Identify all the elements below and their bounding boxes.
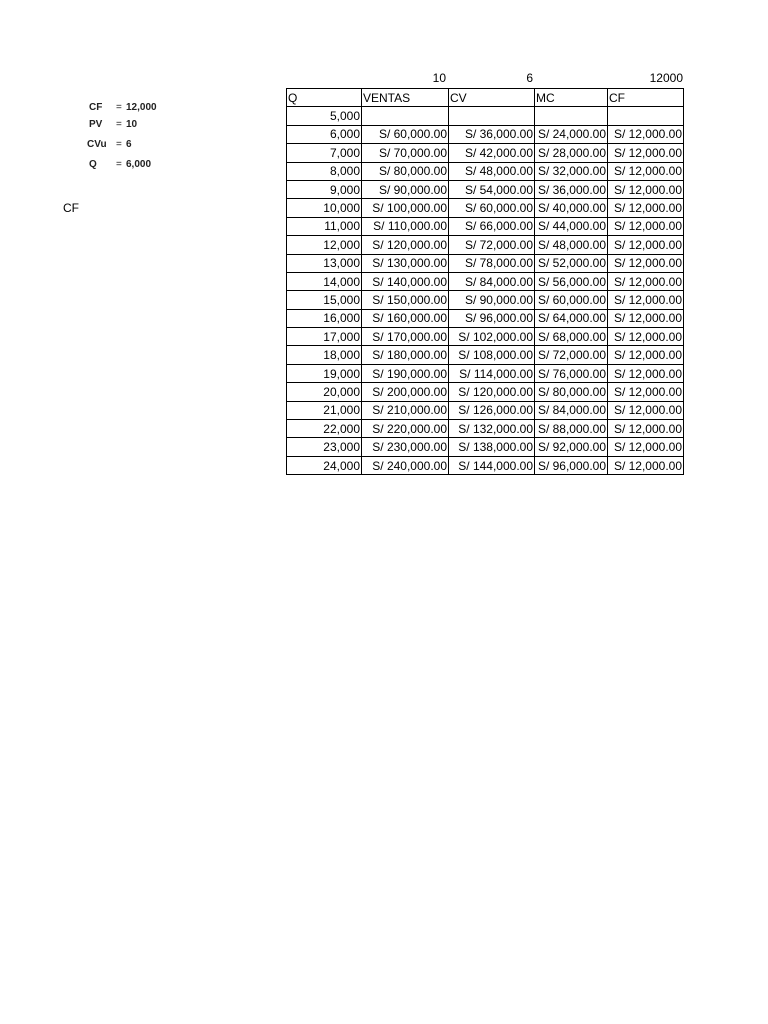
cell-amount: S/ 32,000.00 [535, 162, 608, 180]
cell-amount: S/ 56,000.00 [535, 272, 608, 290]
cell-amount: S/ 12,000.00 [608, 236, 684, 254]
table-row [287, 272, 684, 290]
cell-quantity: 20,000 [287, 383, 362, 401]
cell-amount: S/ 12,000.00 [608, 420, 684, 438]
table-row [287, 217, 684, 235]
param-value: 6 [126, 139, 132, 150]
cell-amount: S/ 40,000.00 [535, 199, 608, 217]
table-row [287, 162, 684, 180]
cell-amount: S/ 12,000.00 [608, 328, 684, 346]
param-value: 6,000 [126, 159, 152, 170]
column-header-cv: CV [449, 89, 535, 107]
cell-quantity: 8,000 [287, 162, 362, 180]
cell-amount: S/ 52,000.00 [535, 254, 608, 272]
cell-amount: S/ 42,000.00 [449, 144, 535, 162]
cell-quantity: 7,000 [287, 144, 362, 162]
param-value: 10 [126, 119, 138, 130]
cell-amount: S/ 120,000.00 [362, 236, 449, 254]
param-equals: = [116, 102, 122, 113]
cell-amount: S/ 12,000.00 [608, 162, 684, 180]
cell-amount: S/ 12,000.00 [608, 401, 684, 419]
table-row [287, 383, 684, 401]
table-row [287, 199, 684, 217]
cell-amount: S/ 12,000.00 [608, 309, 684, 327]
cell-amount: S/ 76,000.00 [535, 364, 608, 382]
cell-amount: S/ 48,000.00 [449, 162, 535, 180]
cell-amount: S/ 44,000.00 [535, 217, 608, 235]
cell-amount: S/ 70,000.00 [362, 144, 449, 162]
cell-amount [535, 107, 608, 125]
cell-amount: S/ 12,000.00 [608, 364, 684, 382]
cell-amount: S/ 114,000.00 [449, 364, 535, 382]
cell-amount: S/ 210,000.00 [362, 401, 449, 419]
cell-amount: S/ 12,000.00 [608, 291, 684, 309]
cell-amount: S/ 120,000.00 [449, 383, 535, 401]
cell-amount: S/ 12,000.00 [608, 456, 684, 474]
cell-amount [362, 107, 449, 125]
cell-quantity: 10,000 [287, 199, 362, 217]
cell-amount: S/ 60,000.00 [535, 291, 608, 309]
table-row [287, 346, 684, 364]
header-pv-value: 10 [432, 71, 446, 85]
cell-amount: S/ 12,000.00 [608, 383, 684, 401]
table-row [287, 438, 684, 456]
param-equals: = [116, 139, 122, 150]
column-header-ventas: VENTAS [362, 89, 449, 107]
cell-amount: S/ 68,000.00 [535, 328, 608, 346]
table-header-row [287, 89, 684, 107]
cell-amount: S/ 220,000.00 [362, 420, 449, 438]
cell-amount: S/ 24,000.00 [535, 125, 608, 143]
table-row [287, 180, 684, 198]
cell-amount: S/ 96,000.00 [449, 309, 535, 327]
cell-amount: S/ 80,000.00 [362, 162, 449, 180]
cell-amount: S/ 12,000.00 [608, 346, 684, 364]
param-equals: = [116, 119, 122, 130]
table-row [287, 328, 684, 346]
cell-amount: S/ 140,000.00 [362, 272, 449, 290]
cell-quantity: 11,000 [287, 217, 362, 235]
cell-quantity: 15,000 [287, 291, 362, 309]
cell-amount: S/ 64,000.00 [535, 309, 608, 327]
cell-amount: S/ 12,000.00 [608, 144, 684, 162]
cell-amount: S/ 138,000.00 [449, 438, 535, 456]
table-row [287, 364, 684, 382]
cell-quantity: 6,000 [287, 125, 362, 143]
cf-label: CF [63, 201, 79, 215]
cell-amount: S/ 12,000.00 [608, 438, 684, 456]
cell-amount: S/ 54,000.00 [449, 180, 535, 198]
cell-quantity: 16,000 [287, 309, 362, 327]
cell-amount: S/ 80,000.00 [535, 383, 608, 401]
table-row [287, 254, 684, 272]
cell-quantity: 18,000 [287, 346, 362, 364]
cell-quantity: 23,000 [287, 438, 362, 456]
cell-amount: S/ 88,000.00 [535, 420, 608, 438]
table-row [287, 420, 684, 438]
cell-amount: S/ 96,000.00 [535, 456, 608, 474]
cell-quantity: 19,000 [287, 364, 362, 382]
param-name: PV [89, 119, 103, 130]
cell-amount: S/ 90,000.00 [362, 180, 449, 198]
cell-amount: S/ 78,000.00 [449, 254, 535, 272]
cell-amount: S/ 110,000.00 [362, 217, 449, 235]
cell-quantity: 5,000 [287, 107, 362, 125]
column-header-mc: MC [535, 89, 608, 107]
cost-table [286, 88, 684, 475]
cell-amount: S/ 72,000.00 [535, 346, 608, 364]
cell-amount: S/ 84,000.00 [449, 272, 535, 290]
cell-amount: S/ 130,000.00 [362, 254, 449, 272]
cell-amount: S/ 100,000.00 [362, 199, 449, 217]
cell-amount: S/ 36,000.00 [535, 180, 608, 198]
cell-amount: S/ 28,000.00 [535, 144, 608, 162]
cell-amount: S/ 36,000.00 [449, 125, 535, 143]
header-cvu-value: 6 [526, 71, 533, 85]
cell-amount: S/ 108,000.00 [449, 346, 535, 364]
param-value: 12,000 [126, 102, 157, 113]
cell-amount: S/ 160,000.00 [362, 309, 449, 327]
cell-amount: S/ 12,000.00 [608, 180, 684, 198]
table-row [287, 144, 684, 162]
cell-amount: S/ 48,000.00 [535, 236, 608, 254]
cell-amount: S/ 84,000.00 [535, 401, 608, 419]
param-equals: = [116, 159, 122, 170]
param-name: CVu [87, 139, 107, 150]
cell-amount: S/ 60,000.00 [362, 125, 449, 143]
cell-amount [449, 107, 535, 125]
table-row [287, 107, 684, 125]
cell-amount: S/ 92,000.00 [535, 438, 608, 456]
cell-quantity: 9,000 [287, 180, 362, 198]
cell-amount: S/ 230,000.00 [362, 438, 449, 456]
cell-quantity: 13,000 [287, 254, 362, 272]
cell-amount: S/ 132,000.00 [449, 420, 535, 438]
cell-quantity: 12,000 [287, 236, 362, 254]
cell-amount: S/ 12,000.00 [608, 199, 684, 217]
cell-amount: S/ 180,000.00 [362, 346, 449, 364]
column-header-cf: CF [608, 89, 684, 107]
cell-amount: S/ 66,000.00 [449, 217, 535, 235]
cell-amount: S/ 12,000.00 [608, 217, 684, 235]
cell-amount: S/ 60,000.00 [449, 199, 535, 217]
param-name: Q [89, 159, 97, 170]
cell-quantity: 21,000 [287, 401, 362, 419]
cell-amount: S/ 170,000.00 [362, 328, 449, 346]
table-row [287, 401, 684, 419]
table-row [287, 291, 684, 309]
table-row [287, 456, 684, 474]
table-row [287, 125, 684, 143]
cell-amount: S/ 126,000.00 [449, 401, 535, 419]
cell-amount: S/ 200,000.00 [362, 383, 449, 401]
param-name: CF [89, 102, 103, 113]
cell-quantity: 24,000 [287, 456, 362, 474]
cell-quantity: 17,000 [287, 328, 362, 346]
cell-amount: S/ 12,000.00 [608, 272, 684, 290]
table-body [287, 107, 684, 475]
cell-amount: S/ 72,000.00 [449, 236, 535, 254]
cell-quantity: 14,000 [287, 272, 362, 290]
table-row [287, 309, 684, 327]
cell-amount: S/ 144,000.00 [449, 456, 535, 474]
cell-amount: S/ 90,000.00 [449, 291, 535, 309]
cell-amount [608, 107, 684, 125]
table-row [287, 236, 684, 254]
cell-amount: S/ 190,000.00 [362, 364, 449, 382]
cell-amount: S/ 12,000.00 [608, 125, 684, 143]
column-header-q: Q [287, 89, 362, 107]
cell-amount: S/ 102,000.00 [449, 328, 535, 346]
header-cf-value: 12000 [649, 71, 683, 85]
cell-amount: S/ 150,000.00 [362, 291, 449, 309]
cell-quantity: 22,000 [287, 420, 362, 438]
cell-amount: S/ 12,000.00 [608, 254, 684, 272]
cell-amount: S/ 240,000.00 [362, 456, 449, 474]
